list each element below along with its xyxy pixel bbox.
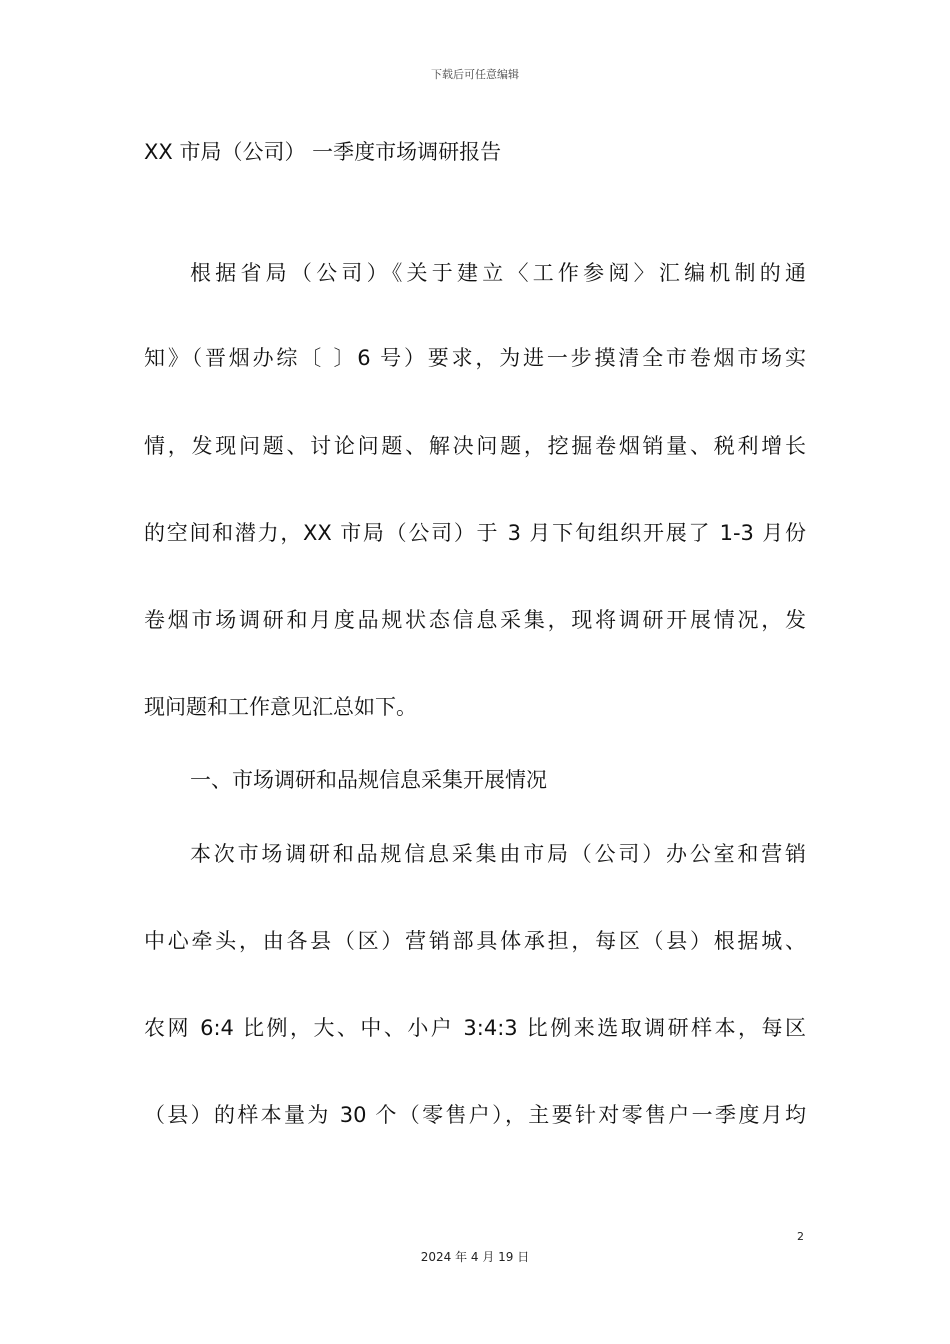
body-line: 的空间和潜力，XX 市局（公司）于 3 月下旬组织开展了 1-3 月份 — [144, 521, 806, 545]
body-line: 本次市场调研和品规信息采集由市局（公司）办公室和营销 — [190, 842, 806, 866]
body-line: 根据省局（公司）《关于建立〈工作参阅〉汇编机制的通 — [190, 261, 806, 285]
body-line: 知》（晋烟办综〔 〕6 号）要求，为进一步摸清全市卷烟市场实 — [144, 346, 806, 370]
body-line: （县）的样本量为 30 个（零售户），主要针对零售户一季度月均 — [144, 1103, 806, 1127]
body-line: 农网 6:4 比例，大、中、小户 3:4:3 比例来选取调研样本，每区 — [144, 1016, 806, 1040]
header-note: 下载后可任意编辑 — [431, 68, 519, 81]
section-heading: 一、市场调研和品规信息采集开展情况 — [190, 768, 547, 792]
body-line: 现问题和工作意见汇总如下。 — [144, 695, 417, 719]
body-line: 情，发现问题、讨论问题、解决问题，挖掘卷烟销量、税利增长 — [144, 434, 806, 458]
footer-date: 2024 年 4 月 19 日 — [420, 1250, 530, 1264]
document-title: XX 市局（公司） 一季度市场调研报告 — [144, 140, 502, 164]
page-number: 2 — [797, 1230, 804, 1243]
body-line: 卷烟市场调研和月度品规状态信息采集，现将调研开展情况，发 — [144, 608, 806, 632]
body-line: 中心牵头，由各县（区）营销部具体承担，每区（县）根据城、 — [144, 929, 806, 953]
